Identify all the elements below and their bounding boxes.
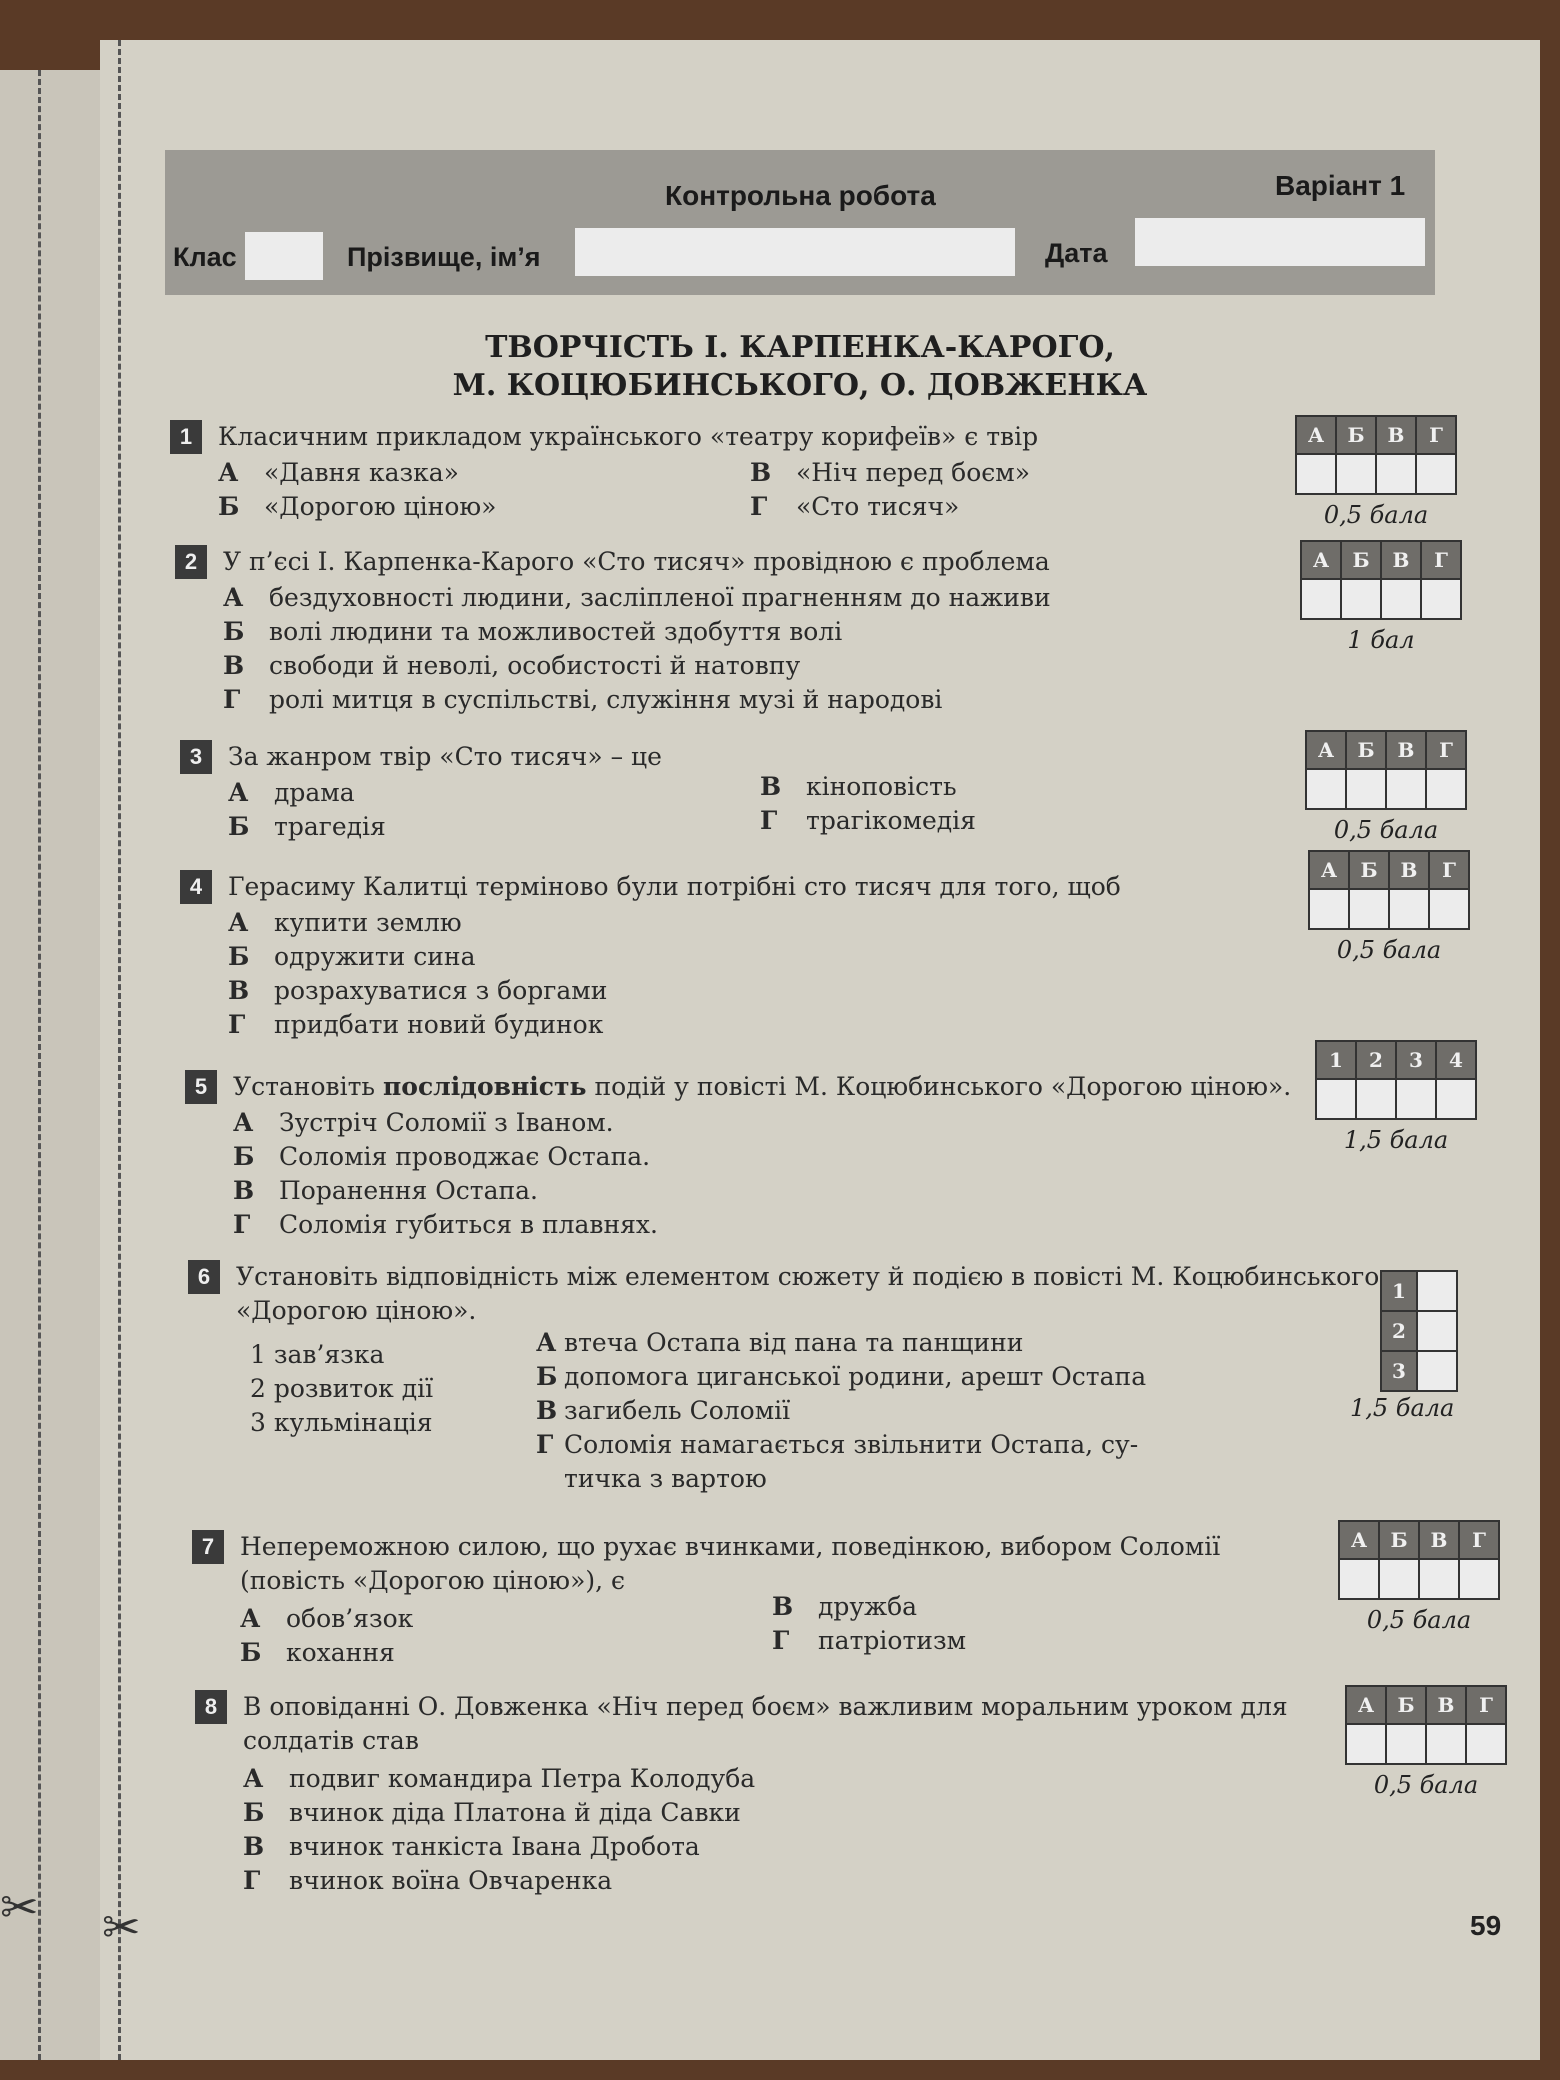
option-a: А «Давня казка» (218, 458, 459, 487)
question-number: 7 (192, 1530, 224, 1564)
answer-cell[interactable] (1301, 579, 1341, 619)
option-b: Б трагедія (228, 812, 386, 841)
answer-cell[interactable] (1417, 1351, 1457, 1391)
option-v: В «Ніч перед боєм» (750, 458, 1031, 487)
answer-grid-1: А Б В Г 0,5 бала (1295, 415, 1457, 529)
option-b: Б «Дорогою ціною» (218, 492, 497, 521)
question-number: 5 (185, 1070, 217, 1104)
option-a: А бездуховності людини, засліпленої прагненням до наживи (223, 583, 1051, 612)
date-label: Дата (1045, 238, 1108, 268)
question-number: 2 (175, 545, 207, 579)
page-number: 59 (1470, 1910, 1502, 1941)
question-text: Установіть послідовність подій у повісті М. Коцюбинського «Дорогою ціною». (233, 1072, 1292, 1101)
points-label: 1,5 бала (1343, 1126, 1449, 1154)
answer-cell[interactable] (1341, 579, 1381, 619)
question-text-cont: «Дорогою ціною». (236, 1296, 477, 1325)
answer-cell[interactable] (1421, 579, 1461, 619)
worksheet-page (100, 40, 1540, 2060)
header-title: Контрольна робота (665, 180, 936, 211)
option-a: А обов’язок (240, 1604, 414, 1633)
left-item-2: 2 розвиток дії (250, 1374, 434, 1403)
option-g: Г патріотизм (772, 1626, 967, 1655)
topic-title-line2: М. КОЦЮБИНСЬКОГО, О. ДОВЖЕНКА (452, 368, 1148, 403)
points-label: 0,5 бала (1323, 501, 1429, 529)
question-text-cont: (повість «Дорогою ціною»), є (240, 1566, 626, 1595)
name-label: Прізвище, ім’я (347, 242, 541, 272)
points-label: 0,5 бала (1366, 1606, 1472, 1634)
option-g: Г придбати новий будинок (228, 1010, 604, 1039)
option-v: В Поранення Остапа. (233, 1176, 539, 1205)
answer-grid-3: А Б В Г 0,5 бала (1305, 730, 1467, 844)
cut-line (118, 40, 121, 2060)
answer-cell[interactable] (1296, 454, 1336, 494)
question-text: За жанром твір «Сто тисяч» – це (228, 742, 662, 771)
answer-cell[interactable] (1417, 1311, 1457, 1351)
answer-cell[interactable] (1379, 1559, 1419, 1599)
option-b: Б Соломія проводжає Остапа. (233, 1142, 651, 1171)
answer-cell[interactable] (1389, 889, 1429, 929)
question-text-cont: солдатів став (243, 1726, 419, 1755)
option-v: В розрахуватися з боргами (228, 976, 608, 1005)
option-v: В загибель Соломії (536, 1396, 791, 1425)
answer-cell[interactable] (1386, 1724, 1426, 1764)
answer-cell[interactable] (1386, 769, 1426, 809)
answer-cell[interactable] (1436, 1079, 1476, 1119)
answer-cell[interactable] (1376, 454, 1416, 494)
answer-cell[interactable] (1349, 889, 1389, 929)
answer-cell[interactable] (1417, 1271, 1457, 1311)
variant-label: Варіант 1 (1275, 170, 1406, 201)
points-label: 1,5 бала (1350, 1394, 1455, 1422)
option-a: А втеча Остапа від пана та панщини (536, 1328, 1024, 1357)
question-number: 4 (180, 870, 212, 904)
answer-grid-2: А Б В Г 1 бал (1300, 540, 1462, 654)
option-v: В свободи й неволі, особистості й натовпу (223, 651, 801, 680)
question-text: У п’єсі І. Карпенка-Карого «Сто тисяч» провідною є проблема (223, 547, 1050, 576)
answer-cell[interactable] (1356, 1079, 1396, 1119)
points-label: 0,5 бала (1336, 936, 1442, 964)
option-a: А купити землю (228, 908, 462, 937)
answer-cell[interactable] (1346, 1724, 1386, 1764)
answer-grid-8: А Б В Г 0,5 бала (1345, 1685, 1507, 1799)
question-number: 3 (180, 740, 212, 774)
facing-page-edge (0, 70, 100, 2060)
name-field[interactable] (575, 228, 1015, 276)
option-g: Г Соломія намагається звільнити Остапа, су- (536, 1430, 1139, 1459)
answer-cell[interactable] (1336, 454, 1376, 494)
option-b: Б допомога циганської родини, арешт Остапа (536, 1362, 1147, 1391)
answer-cell[interactable] (1419, 1559, 1459, 1599)
option-b: Б кохання (240, 1638, 395, 1667)
points-6 (1350, 1388, 1454, 1422)
answer-cell[interactable] (1426, 769, 1466, 809)
answer-cell[interactable] (1381, 579, 1421, 619)
answer-cell[interactable] (1346, 769, 1386, 809)
date-field[interactable] (1135, 218, 1425, 266)
answer-grid-4: А Б В Г 0,5 бала (1308, 850, 1470, 964)
option-v: В дружба (772, 1592, 918, 1621)
answer-cell[interactable] (1459, 1559, 1499, 1599)
answer-grid-7: А Б В Г 0,5 бала (1338, 1520, 1500, 1634)
option-g: Г ролі митця в суспільстві, служіння музі й народові (223, 685, 943, 714)
option-g: Г Соломія губиться в плавнях. (233, 1210, 658, 1239)
question-text: В оповіданні О. Довженка «Ніч перед боєм» важливим моральним уроком для (243, 1692, 1288, 1721)
question-text: Герасиму Калитці терміново були потрібні сто тисяч для того, щоб (228, 872, 1121, 901)
left-item-1: 1 зав’язка (250, 1340, 385, 1369)
cut-line (38, 70, 41, 2060)
option-g: Г вчинок воїна Овчаренка (243, 1866, 613, 1895)
answer-cell[interactable] (1396, 1079, 1436, 1119)
answer-cell[interactable] (1416, 454, 1456, 494)
question-text: Установіть відповідність між елементом сюжету й подією в повісті М. Коцюбинського (236, 1262, 1380, 1291)
answer-cell[interactable] (1306, 769, 1346, 809)
option-b: Б волі людини та можливостей здобуття волі (223, 617, 843, 646)
answer-cell[interactable] (1339, 1559, 1379, 1599)
question-number: 6 (188, 1260, 220, 1294)
option-v: В вчинок танкіста Івана Дробота (243, 1832, 700, 1861)
answer-grid-6: 1 2 3 (1380, 1270, 1458, 1392)
option-g: Г трагікомедія (760, 806, 976, 835)
option-a: А Зустріч Соломії з Іваном. (233, 1108, 614, 1137)
option-a: А драма (228, 778, 355, 807)
points-label: 1 бал (1347, 626, 1415, 654)
question-text: Класичним прикладом українського «театру корифеїв» є твір (218, 422, 1039, 451)
question-number: 8 (195, 1690, 227, 1724)
points-label: 0,5 бала (1333, 816, 1439, 844)
class-field[interactable] (245, 232, 323, 280)
option-g: Г «Сто тисяч» (750, 492, 960, 521)
answer-cell[interactable] (1466, 1724, 1506, 1764)
question-number: 1 (170, 420, 202, 454)
topic-title-line1: ТВОРЧІСТЬ І. КАРПЕНКА-КАРОГО, (485, 330, 1115, 365)
header-bar (165, 150, 1435, 295)
option-b: Б одружити сина (228, 942, 476, 971)
answer-cell[interactable] (1429, 889, 1469, 929)
answer-grid-5: 1 2 3 4 1,5 бала (1315, 1040, 1477, 1154)
class-label: Клас (173, 242, 237, 272)
answer-cell[interactable] (1426, 1724, 1466, 1764)
answer-cell[interactable] (1309, 889, 1349, 929)
option-v: В кіноповість (760, 772, 957, 801)
points-label: 0,5 бала (1373, 1771, 1479, 1799)
answer-cell[interactable] (1316, 1079, 1356, 1119)
left-item-3: 3 кульмінація (250, 1408, 433, 1437)
question-text: Непереможною силою, що рухає вчинками, поведінкою, вибором Соломії (240, 1532, 1221, 1561)
option-g-cont: тичка з вартою (564, 1464, 767, 1493)
option-b: Б вчинок діда Платона й діда Савки (243, 1798, 741, 1827)
scissors-icon: ✂ (0, 1880, 39, 1934)
scissors-icon: ✂ (102, 1900, 141, 1954)
option-a: А подвиг командира Петра Колодуба (243, 1764, 756, 1793)
